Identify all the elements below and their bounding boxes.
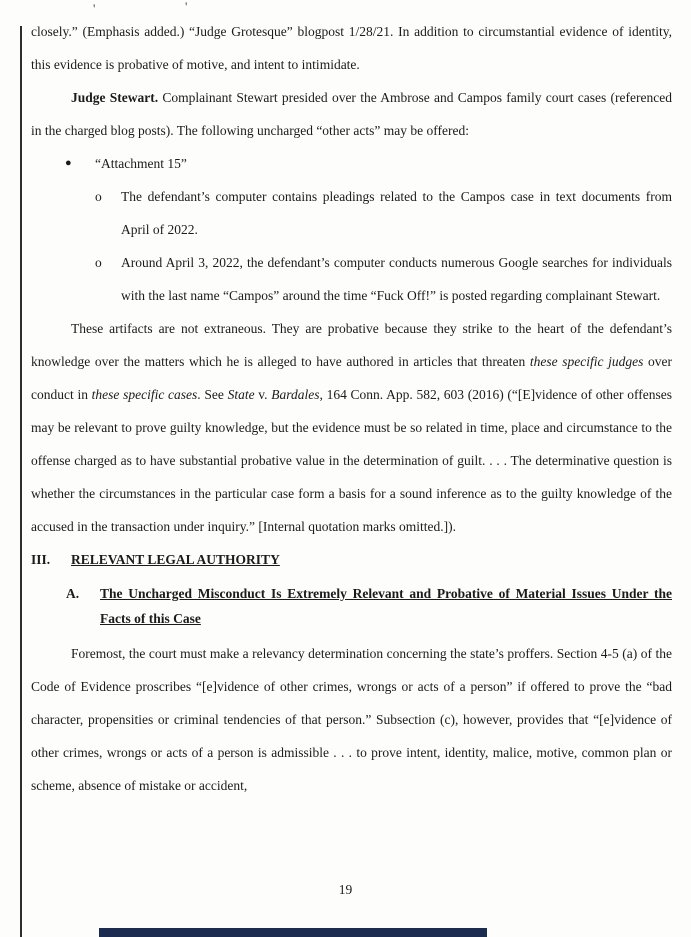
list-item-pleadings: [31, 180, 672, 246]
italic-phrase: these specific judges: [529, 354, 644, 369]
case-name: Bardales: [271, 387, 320, 402]
circle-bullet-icon: o: [95, 189, 102, 204]
paragraph-artifacts: [31, 312, 672, 543]
list-item-text: “Attachment 15”: [95, 156, 187, 171]
paragraph-text: . See: [197, 387, 228, 402]
section-number: III.: [31, 552, 51, 567]
paragraph-text: v.: [254, 387, 272, 402]
scan-artifact-mark: ': [93, 1, 96, 16]
paragraph-text: , 164 Conn. App. 582, 603 (2016) (“[E]vidence of other offenses may be relevant to prove guilty knowledge, but the evidence must be so related in time, place and circumstance to the offense charged as to have substantial probative value in the determination of guilt. . . . The determinative question is whether the circumstances in the particular case form a basis for a sound inference as to the guilty knowledge of the accused in the transaction under inquiry.” [Internal quotation marks omitted.]).: [31, 387, 672, 534]
paragraph-text: Complainant Stewart presided over the Ambrose and Campos family court cases (referenced in the charged blog posts). The following uncharged “other acts” may be offered:: [31, 90, 672, 138]
section-title: RELEVANT LEGAL AUTHORITY: [71, 552, 280, 567]
paragraph-foremost: Foremost, the court must make a relevancy determination concerning the state’s proffers. Section 4-5 (a) of the Code of Evidence proscribes “[e]vidence of other crimes, wrongs or acts of a person” if offered to prove the “bad character, propensities or criminal tendencies of that person.” Subsection (c), however, provides that “[e]vidence of other crimes, wrongs or acts of a person is admissible . . . to prove intent, identity, malice, motive, common plan or scheme, absence of mistake or accident,: [31, 646, 672, 793]
document-body: [31, 15, 672, 802]
case-name: State: [227, 387, 255, 402]
paragraph-text: These artifacts are not extraneous. They are probative because they strike to the heart of the defendant’s knowledge over the matters which he is alleged to have authored in articles that threaten: [31, 321, 672, 369]
paragraph-continuation: closely.” (Emphasis added.) “Judge Grotesque” blogpost 1/28/21. In addition to circumstantial evidence of identity, this evidence is probative of motive, and intent to intimidate.: [31, 24, 672, 72]
paragraph-text: over conduct in: [31, 354, 673, 402]
left-margin-scan-line: [20, 26, 22, 937]
circle-bullet-icon: o: [95, 255, 102, 270]
subsection-heading-a: [31, 581, 672, 631]
list-item-text: Around April 3, 2022, the defendant’s computer conducts numerous Google searches for individuals with the last name “Campos” around the time “Fuck Off!” is posted regarding complainant Stewart.: [121, 255, 672, 303]
list-item-text: The defendant’s computer contains pleadings related to the Campos case in text documents from April of 2022.: [121, 189, 672, 237]
bullet-icon: ●: [65, 157, 72, 169]
paragraph-judge-stewart: [31, 81, 672, 147]
scan-artifact-bar: [99, 928, 487, 937]
page-number: 19: [338, 882, 353, 897]
bold-lead-judge-stewart: Judge Stewart.: [71, 90, 159, 105]
italic-phrase: these specific cases: [91, 387, 198, 402]
scan-artifact-mark: ': [185, 0, 188, 14]
subsection-number: A.: [66, 586, 80, 601]
subsection-title: The Uncharged Misconduct Is Extremely Relevant and Probative of Material Issues Under the Facts of this Case: [100, 586, 672, 626]
list-item-attachment-15: [31, 147, 672, 180]
list-item-google-searches: [31, 246, 672, 312]
section-heading-iii: [31, 543, 672, 576]
